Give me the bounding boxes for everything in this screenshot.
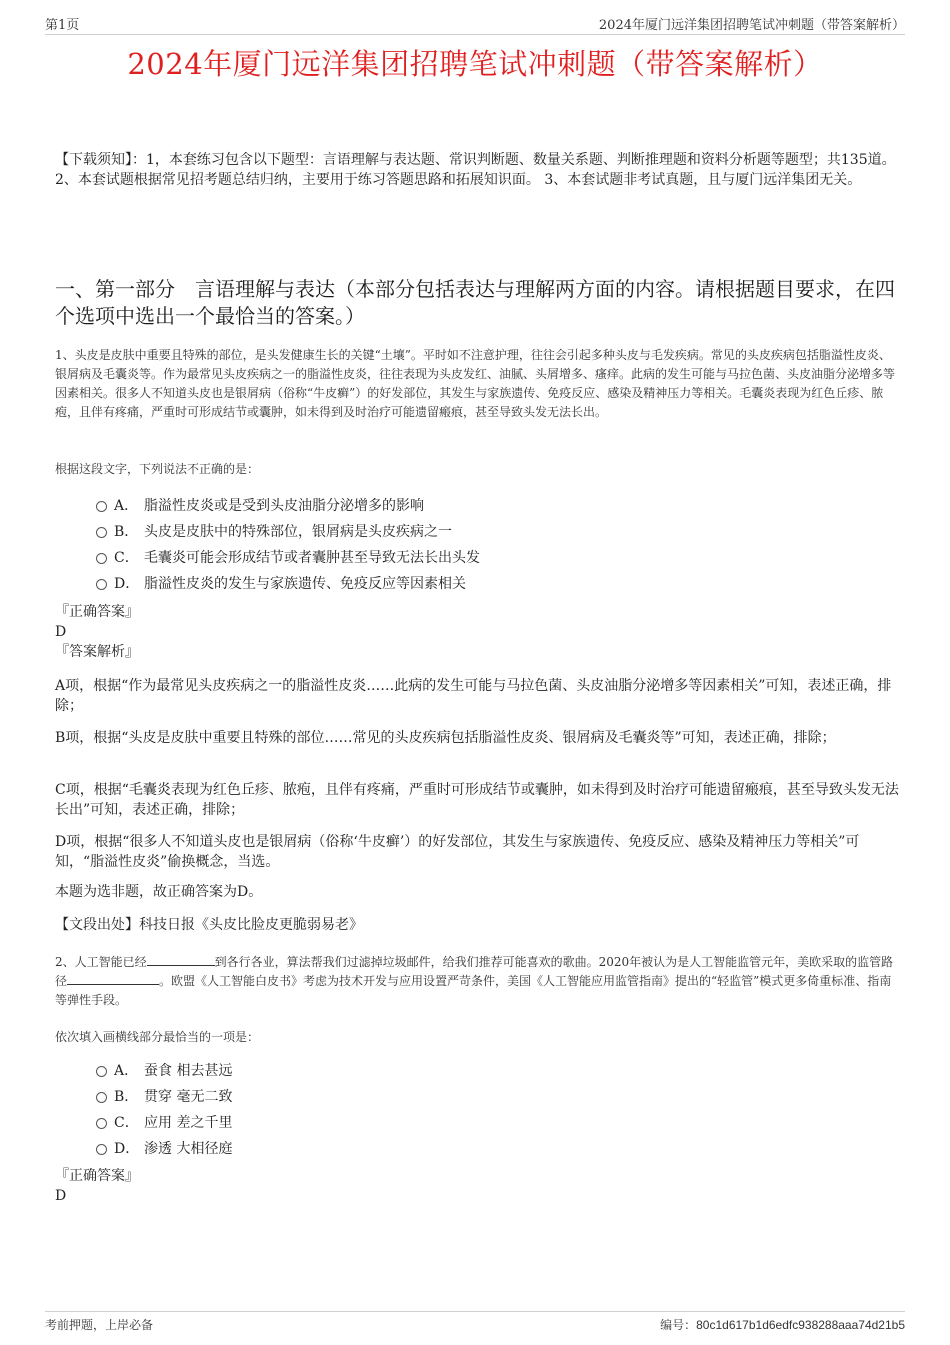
option-letter: D． (114, 576, 140, 592)
analysis-conclusion: 本题为选非题，故正确答案为D。 (55, 884, 263, 900)
footer-id-value: 80c1d617b1d6edfc938288aaa74d21b5 (696, 1318, 905, 1332)
page-footer (45, 1311, 905, 1334)
option-text: 蚕食 相去甚远 (144, 1063, 233, 1079)
question-2-text-part2: 到各行各业，算法帮我们过滤掉垃圾邮件，给我们推荐可能喜欢的歌曲。2020年被认为是人工智能监管元年，美欧采取的监管路径 (55, 955, 894, 988)
radio-icon[interactable] (96, 1066, 107, 1077)
radio-icon[interactable] (96, 1118, 107, 1129)
option-letter: A． (114, 1063, 139, 1079)
radio-icon[interactable] (96, 579, 107, 590)
option-text: 头皮是皮肤中的特殊部位，银屑病是头皮疾病之一 (144, 524, 452, 540)
option-text: 脂溢性皮炎或是受到头皮油脂分泌增多的影响 (144, 498, 424, 514)
analysis-option-a: A项，根据“作为最常见头皮疾病之一的脂溢性皮炎……此病的发生可能与马拉色菌、头皮油脂分泌增多等因素相关”可知，表述正确，排除； (55, 678, 892, 714)
document-title: 2024年厦门远洋集团招聘笔试冲刺题（带答案解析） (127, 47, 823, 81)
question-1-text: 1、头皮是皮肤中重要且特殊的部位，是头发健康生长的关键“土壤”。平时如不注意护理，往往会引起多种头皮与毛发疾病。常见的头皮疾病包括脂溢性皮炎、银屑病及毛囊炎等。作为最常见头皮疾病之一的脂溢性皮炎，往往表现为头皮发红、油腻、头屑增多、瘙痒。此病的发生可能与马拉色菌、头皮油脂分泌增多等因素相关。很多人不知道头皮也是银屑病（俗称“牛皮癣”）的好发部位，其发生与家族遗传、免疫反应、感染及精神压力等相关。毛囊炎表现为红色丘疹、脓疱，且伴有疼痛，严重时可形成结节或囊肿，如未得到及时治疗可能遗留瘢痕，甚至导致头发无法长出。 (55, 348, 896, 419)
option-letter: C． (114, 550, 139, 566)
question-2-answer-label: 『正确答案』 (55, 1168, 139, 1184)
option-text: 毛囊炎可能会形成结节或者囊肿甚至导致无法长出头发 (144, 550, 480, 566)
section-heading: 一、第一部分 言语理解与表达（本部分包括表达与理解两方面的内容。请根据题目要求，在四个选项中选出一个最恰当的答案。） (55, 277, 895, 328)
radio-icon[interactable] (96, 527, 107, 538)
question-1-source: 【文段出处】科技日报《头皮比脸皮更脆弱易老》 (55, 917, 363, 933)
radio-icon[interactable] (96, 501, 107, 512)
question-1-answer-label: 『正确答案』 (55, 604, 139, 620)
question-2-prompt: 依次填入画横线部分最恰当的一项是： (55, 1030, 260, 1044)
option-text: 贯穿 毫无二致 (144, 1089, 233, 1105)
question-2-text (55, 953, 900, 1010)
analysis-option-d: D项，根据“很多人不知道头皮也是银屑病（俗称‘牛皮癣’）的好发部位，其发生与家族遗传、免疫反应、感染及精神压力等相关”可知，“脂溢性皮炎”偷换概念，当选。 (55, 834, 860, 870)
option-text: 应用 差之千里 (144, 1115, 233, 1131)
blank-line-1 (147, 953, 215, 966)
radio-icon[interactable] (96, 553, 107, 564)
radio-icon[interactable] (96, 1092, 107, 1103)
download-notice: 【下载须知】：1，本套练习包含以下题型：言语理解与表达题、常识判断题、数量关系题、判断推理题和资料分析题等题型；共135道。 2、本套试题根据常见招考题总结归纳，主要用于练习答题思路和拓展知识面。 3、本套试题非考试真题，且与厦门远洋集团无关。 (55, 152, 896, 188)
option-letter: A． (114, 498, 139, 514)
option-letter: C． (114, 1115, 139, 1131)
option-letter: B． (114, 1089, 139, 1105)
header-doc-title: 2024年厦门远洋集团招聘笔试冲刺题（带答案解析） (598, 18, 905, 33)
option-letter: B． (114, 524, 139, 540)
question-1-answer: D (55, 624, 67, 640)
page-header (45, 14, 905, 35)
radio-icon[interactable] (96, 1144, 107, 1155)
option-letter: D． (114, 1141, 140, 1157)
question-2-text-part3: 。欧盟《人工智能白皮书》考虑为技术开发与应用设置严苛条件，美国《人工智能应用监管指南》提出的“轻监管”模式更多倚重标准、指南等弹性手段。 (55, 974, 892, 1007)
question-1-prompt: 根据这段文字，下列说法不正确的是： (55, 462, 260, 476)
option-text: 渗透 大相径庭 (144, 1141, 233, 1157)
footer-id (660, 1316, 905, 1333)
analysis-option-b: B项，根据“头皮是皮肤中重要且特殊的部位……常见的头皮疾病包括脂溢性皮炎、银屑病及毛囊炎等”可知，表述正确，排除； (55, 730, 836, 746)
blank-line-2 (67, 972, 159, 985)
question-2-text-part1: 2、人工智能已经 (55, 955, 147, 969)
footer-id-label: 编号： (660, 1318, 697, 1332)
footer-slogan: 考前押题，上岸必备 (45, 1318, 154, 1332)
page-number: 第1页 (45, 18, 80, 33)
analysis-option-c: C项，根据“毛囊炎表现为红色丘疹、脓疱，且伴有疼痛，严重时可形成结节或囊肿，如未得到及时治疗可能遗留瘢痕，甚至导致头发无法长出”可知，表述正确，排除； (55, 782, 899, 818)
question-2-answer: D (55, 1188, 67, 1204)
question-1-analysis-label: 『答案解析』 (55, 644, 139, 660)
option-text: 脂溢性皮炎的发生与家族遗传、免疫反应等因素相关 (144, 576, 466, 592)
